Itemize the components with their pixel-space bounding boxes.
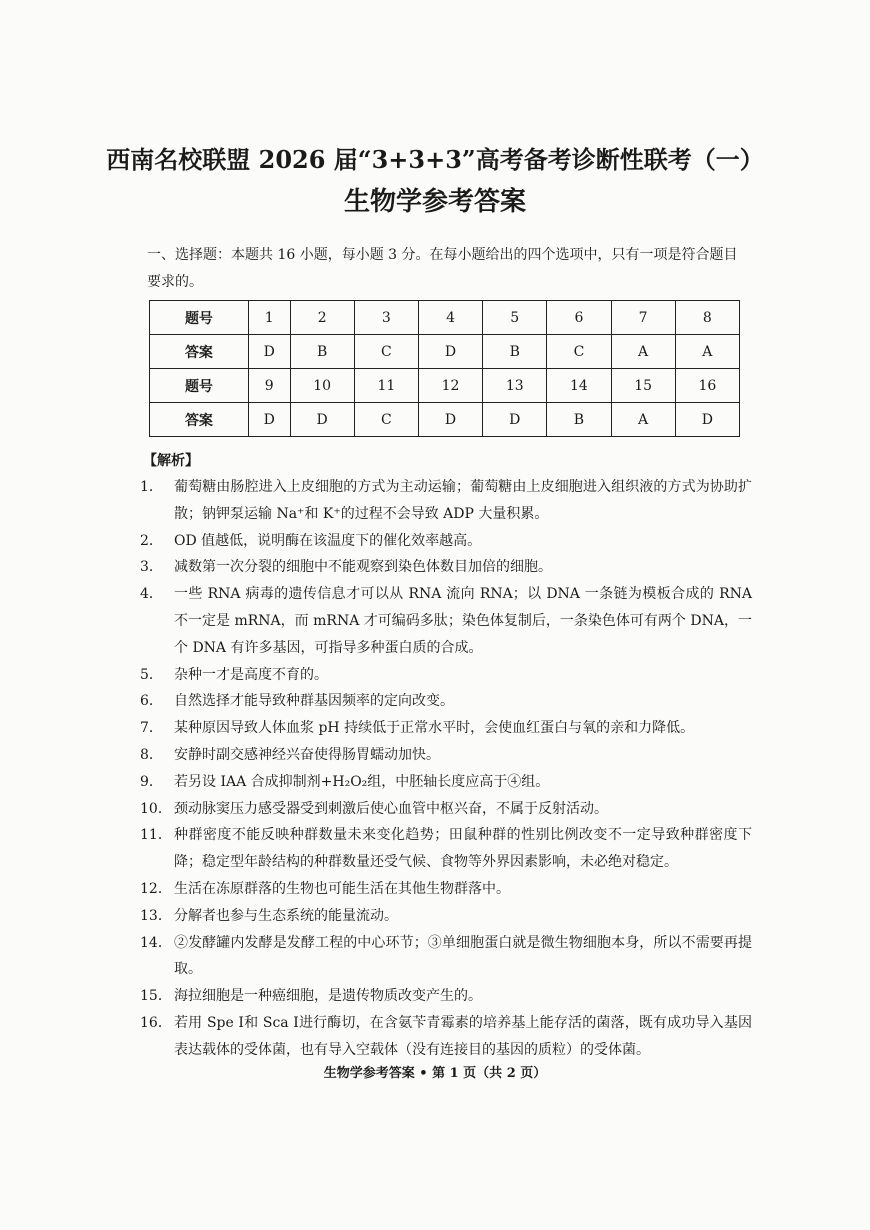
answer-cell: D (483, 403, 547, 437)
analysis-item-text: 一些 RNA 病毒的遗传信息才可以从 RNA 流向 RNA；以 DNA 一条链为模板合成的 RNA 不一定是 mRNA，而 mRNA 才可编码多肽；染色体复制后，一条染色体可有两个 DNA，一个 DNA 有许多基因，可指导多种蛋白质的合成。 (174, 586, 752, 656)
analysis-item-text: 种群密度不能反映种群数量未来变化趋势；田鼠种群的性别比例改变不一定导致种群密度下降；稳定型年龄结构的种群数量还受气候、食物等外界因素影响，未必绝对稳定。 (174, 827, 752, 871)
answer-cell: A (611, 403, 675, 437)
answer-cell: C (354, 403, 418, 437)
analysis-item-text: 若另设 IAA 合成抑制剂+H₂O₂组，中胚轴长度应高于④组。 (174, 773, 550, 790)
analysis-item-text: 海拉细胞是一种癌细胞，是遗传物质改变产生的。 (174, 988, 482, 1005)
question-number-label: 题号 (150, 301, 249, 335)
question-number-cell: 14 (547, 369, 611, 403)
answer-cell: B (290, 335, 354, 369)
answer-label: 答案 (150, 335, 249, 369)
analysis-item-text: ②发酵罐内发酵是发酵工程的中心环节；③单细胞蛋白就是微生物细胞本身，所以不需要再提取。 (174, 934, 752, 978)
analysis-item-text: 若用 Spe Ⅰ和 Sca Ⅰ进行酶切，在含氨苄青霉素的培养基上能存活的菌落，既有成功导入基因表达载体的受体菌，也有导入空载体（没有连接目的基因的质粒）的受体菌。 (174, 1014, 752, 1058)
question-number-cell: 4 (418, 301, 482, 335)
analysis-item (140, 581, 752, 661)
answer-cell: B (547, 403, 611, 437)
analysis-item-text: 某种原因导致人体血浆 pH 持续低于正常水平时，会使血红蛋白与氧的亲和力降低。 (174, 720, 695, 737)
answer-cell: A (675, 335, 739, 369)
analysis-item (140, 822, 752, 876)
question-number-cell: 9 (248, 369, 290, 403)
question-number-row (150, 369, 740, 403)
analysis-item-number: 5． (140, 666, 163, 683)
analysis-item-number: 15． (140, 988, 172, 1005)
answer-cell: D (418, 403, 482, 437)
analysis-item-text: 葡萄糖由肠腔进入上皮细胞的方式为主动运输；葡萄糖由上皮细胞进入组织液的方式为协助扩散；钠钾泵运输 Na⁺和 K⁺的过程不会导致 ADP 大量积累。 (174, 479, 752, 522)
analysis-item-number: 7． (140, 720, 163, 737)
analysis-item (140, 715, 752, 742)
question-number-cell: 15 (611, 369, 675, 403)
analysis-item-number: 16． (140, 1014, 172, 1031)
analysis-item-text: 自然选择才能导致种群基因频率的定向改变。 (174, 693, 454, 710)
analysis-item-text: 分解者也参与生态系统的能量流动。 (174, 907, 398, 924)
question-number-cell: 11 (354, 369, 418, 403)
analysis-item-number: 9． (140, 773, 163, 790)
analysis-item (140, 796, 752, 823)
answer-cell: D (675, 403, 739, 437)
page-footer: 生物学参考答案 • 第 1 页（共 2 页） (323, 1066, 547, 1081)
analysis-item (140, 742, 752, 769)
analysis-item-text: 安静时副交感神经兴奋使得肠胃蠕动加快。 (174, 746, 440, 763)
question-number-cell: 1 (248, 301, 290, 335)
analysis-item-number: 1． (140, 479, 163, 495)
analysis-item (140, 1010, 752, 1064)
answer-cell: D (248, 335, 290, 369)
question-number-cell: 2 (290, 301, 354, 335)
question-number-cell: 3 (354, 301, 418, 335)
answer-label: 答案 (150, 403, 249, 437)
analysis-item-text: 杂种一才是高度不育的。 (174, 666, 328, 683)
question-number-cell: 5 (483, 301, 547, 335)
analysis-heading: 【解析】 (143, 453, 199, 469)
question-number-cell: 16 (675, 369, 739, 403)
analysis-item-text: 颈动脉窦压力感受器受到刺激后使心血管中枢兴奋，不属于反射活动。 (174, 800, 608, 817)
document-title: 西南名校联盟 2026 届“3+3+3”高考备考诊断性联考（一） (106, 145, 764, 174)
question-number-cell: 7 (611, 301, 675, 335)
analysis-item (140, 474, 752, 528)
analysis-item (140, 876, 752, 903)
analysis-item-number: 11． (140, 827, 172, 844)
answer-cell: B (483, 335, 547, 369)
analysis-item-number: 8． (140, 746, 163, 763)
analysis-item-number: 14． (140, 934, 172, 951)
analysis-item (140, 983, 752, 1010)
question-number-label: 题号 (150, 369, 249, 403)
question-number-cell: 13 (483, 369, 547, 403)
analysis-item-number: 6． (140, 693, 163, 710)
analysis-item-number: 12． (140, 880, 172, 897)
analysis-item (140, 930, 752, 984)
question-number-row (150, 301, 740, 335)
analysis-item (140, 554, 752, 581)
document-subtitle: 生物学参考答案 (343, 187, 526, 217)
analysis-item (140, 769, 752, 796)
answer-row (150, 403, 740, 437)
answer-table (149, 300, 740, 437)
analysis-item-number: 4． (140, 586, 163, 603)
analysis-item-number: 13． (140, 907, 172, 924)
analysis-item-text: 减数第一次分裂的细胞中不能观察到染色体数目加倍的细胞。 (174, 559, 552, 576)
answer-cell: A (611, 335, 675, 369)
analysis-item-text: OD 值越低，说明酶在该温度下的催化效率越高。 (174, 532, 482, 549)
question-number-cell: 12 (418, 369, 482, 403)
analysis-item (140, 903, 752, 930)
answer-row (150, 335, 740, 369)
analysis-item-number: 2． (140, 532, 163, 549)
answer-cell: C (547, 335, 611, 369)
question-number-cell: 10 (290, 369, 354, 403)
section-one-instructions: 一、选择题：本题共 16 小题，每小题 3 分。在每小题给出的四个选项中，只有一项是符合题目要求的。 (147, 247, 738, 290)
analysis-item-text: 生活在冻原群落的生物也可能生活在其他生物群落中。 (174, 880, 510, 897)
analysis-item-number: 10． (140, 800, 172, 817)
analysis-item (140, 528, 752, 555)
answer-cell: D (290, 403, 354, 437)
analysis-item (140, 662, 752, 689)
analysis-item (140, 688, 752, 715)
question-number-cell: 8 (675, 301, 739, 335)
answer-cell: C (354, 335, 418, 369)
analysis-list (140, 474, 752, 1064)
analysis-item-number: 3． (140, 559, 163, 576)
answer-cell: D (248, 403, 290, 437)
question-number-cell: 6 (547, 301, 611, 335)
answer-cell: D (418, 335, 482, 369)
